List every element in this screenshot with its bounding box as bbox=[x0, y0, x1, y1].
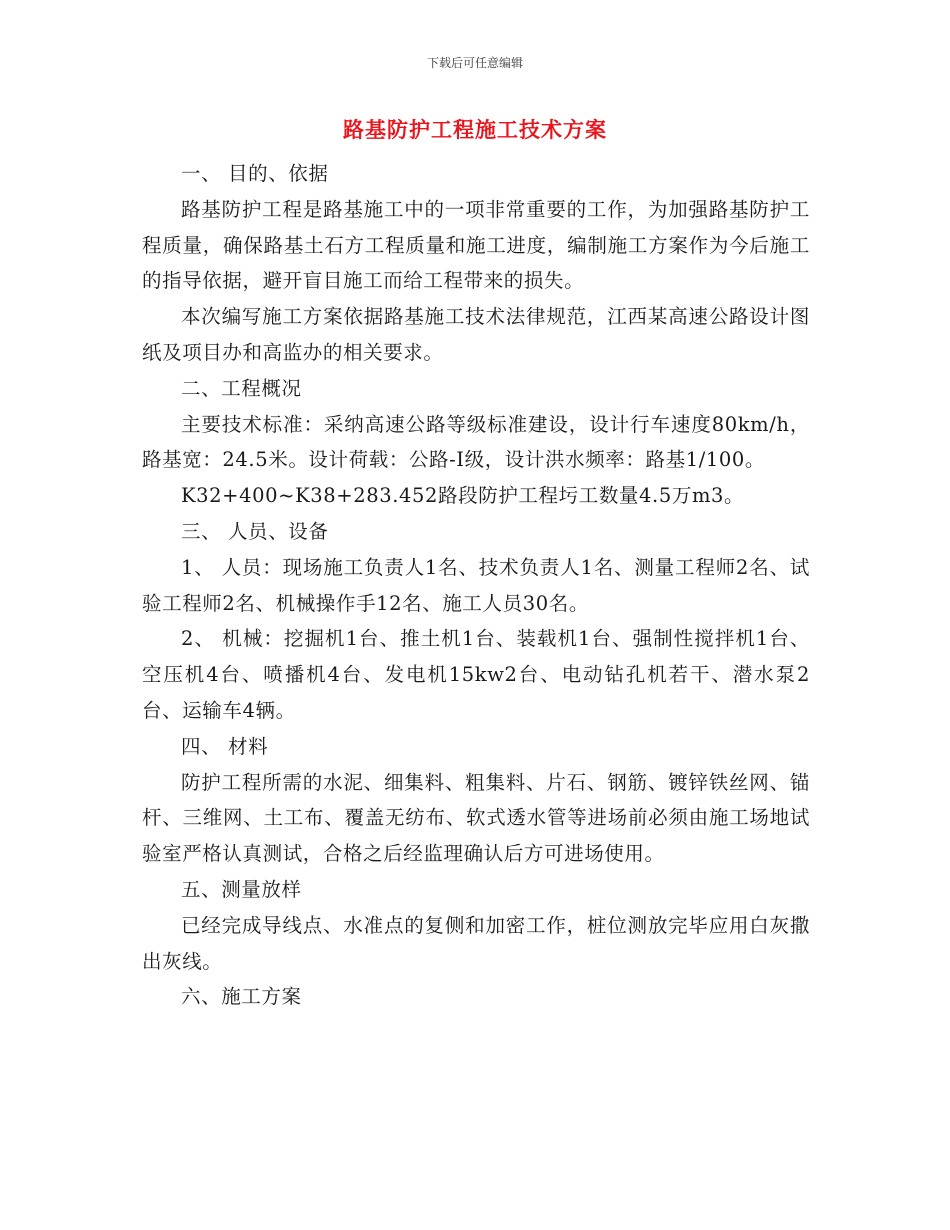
paragraph-standards: 主要技术标准：采纳高速公路等级标准建设，设计行车速度80km/h，路基宽：24.5米。设计荷载：公路-I级，设计洪水频率：路基1/100。 bbox=[142, 412, 810, 472]
section-heading-overview: 二、工程概况 bbox=[181, 376, 302, 400]
section-heading-survey: 五、测量放样 bbox=[181, 877, 302, 901]
paragraph-machinery: 2、 机械：挖掘机1台、推土机1台、装载机1台、强制性搅拌机1台、空压机4台、喷播机4台、发电机15kw2台、电动钻孔机若干、潜水泵2台、运输车4辆。 bbox=[142, 627, 810, 722]
section-heading-purpose: 一、 目的、依据 bbox=[181, 162, 329, 185]
paragraph-personnel: 1、 人员：现场施工负责人1名、技术负责人1名、测量工程师2名、试验工程师2名、机械操作手12名、施工人员30名。 bbox=[142, 555, 810, 615]
paragraph-materials: 防护工程所需的水泥、细集料、粗集料、片石、钢筋、镀锌铁丝网、锚杆、三维网、土工布、覆盖无纺布、软式透水管等进场前必须由施工场地试验室严格认真测试，合格之后经监理确认后方可进场使用。 bbox=[142, 770, 810, 866]
paragraph-quantity: K32+400~K38+283.452路段防护工程圬工数量4.5万m3。 bbox=[181, 484, 745, 508]
section-heading-materials: 四、 材料 bbox=[181, 734, 269, 758]
section-heading-plan: 六、施工方案 bbox=[181, 985, 302, 1009]
document-title: 路基防护工程施工技术方案 bbox=[343, 118, 607, 142]
section-heading-personnel: 三、 人员、设备 bbox=[181, 519, 329, 543]
paragraph-survey: 已经完成导线点、水准点的复侧和加密工作，桩位测放完毕应用白灰撒出灰线。 bbox=[142, 913, 810, 973]
document-body bbox=[142, 156, 810, 1015]
header-note: 下载后可任意编辑 bbox=[426, 56, 523, 70]
paragraph-purpose: 路基防护工程是路基施工中的一项非常重要的工作，为加强路基防护工程质量，确保路基土石方工程质量和施工进度，编制施工方案作为今后施工的指导依据，避开盲目施工而给工程带来的损失。 bbox=[142, 197, 810, 293]
paragraph-basis: 本次编写施工方案依据路基施工技术法律规范，江西某高速公路设计图纸及项目办和高监办的相关要求。 bbox=[142, 305, 810, 364]
